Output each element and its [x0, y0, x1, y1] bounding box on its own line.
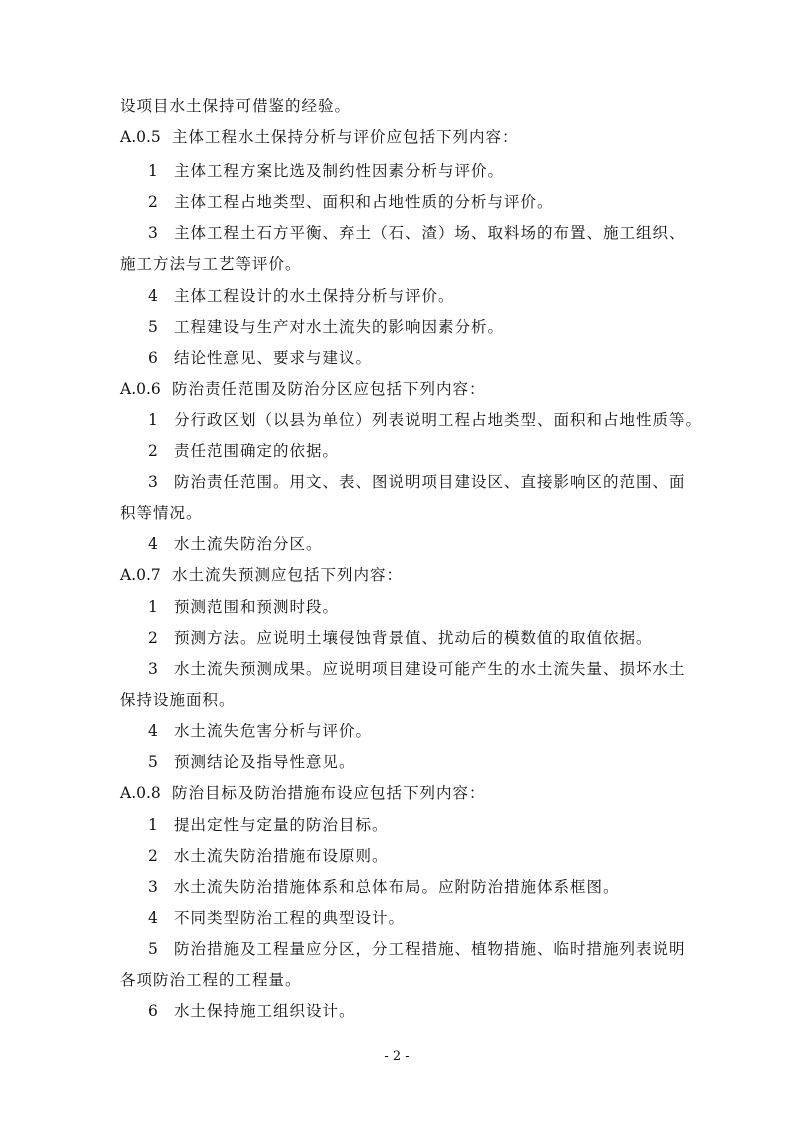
list-item: 6 水土保持施工组织设计。	[148, 1002, 356, 1020]
list-item: 3 主体工程土石方平衡、弃土（石、渣）场、取料场的布置、施工组织、	[148, 224, 686, 242]
list-item: 1 预测范围和预测时段。	[148, 598, 340, 616]
list-item-continuation: 各项防治工程的工程量。	[120, 971, 302, 989]
list-item: 3 防治责任范围。用文、表、图说明项目建设区、直接影响区的范围、面	[148, 473, 686, 491]
list-item: 5 工程建设与生产对水土流失的影响因素分析。	[148, 318, 505, 336]
list-item: 5 防治措施及工程量应分区，分工程措施、植物措施、临时措施列表说明	[148, 940, 686, 958]
list-item: 2 主体工程占地类型、面积和占地性质的分析与评价。	[148, 193, 554, 211]
section-heading-a08: A.0.8 防治目标及防治措施布设应包括下列内容：	[120, 784, 486, 802]
paragraph-line: 设项目水土保持可借鉴的经验。	[120, 97, 352, 115]
list-item: 6 结论性意见、要求与建议。	[148, 349, 373, 367]
list-item-continuation: 施工方法与工艺等评价。	[120, 255, 302, 273]
list-item: 3 水土流失防治措施体系和总体布局。应附防治措施体系框图。	[148, 878, 620, 896]
list-item: 3 水土流失预测成果。应说明项目建设可能产生的水土流失量、损坏水土	[148, 660, 686, 678]
section-heading-a06: A.0.6 防治责任范围及防治分区应包括下列内容：	[120, 380, 486, 398]
list-item: 4 水土流失防治分区。	[148, 535, 323, 553]
list-item: 4 不同类型防治工程的典型设计。	[148, 909, 406, 927]
list-item: 4 主体工程设计的水土保持分析与评价。	[148, 287, 455, 305]
section-heading-a05: A.0.5 主体工程水土保持分析与评价应包括下列内容：	[120, 128, 519, 146]
list-item: 1 提出定性与定量的防治目标。	[148, 816, 389, 834]
list-item: 2 水土流失防治措施布设原则。	[148, 847, 389, 865]
list-item: 2 预测方法。应说明土壤侵蚀背景值、扰动后的模数值的取值依据。	[148, 629, 653, 647]
list-item: 4 水土流失危害分析与评价。	[148, 722, 373, 740]
list-item: 1 主体工程方案比选及制约性因素分析与评价。	[148, 162, 505, 180]
page-number: - 2 -	[384, 1049, 410, 1064]
list-item: 1 分行政区划（以县为单位）列表说明工程占地类型、面积和占地性质等。	[148, 411, 703, 429]
list-item-continuation: 积等情况。	[120, 504, 203, 522]
section-heading-a07: A.0.7 水土流失预测应包括下列内容：	[120, 566, 404, 584]
list-item-continuation: 保持设施面积。	[120, 691, 236, 709]
list-item: 2 责任范围确定的依据。	[148, 442, 340, 460]
list-item: 5 预测结论及指导性意见。	[148, 753, 356, 771]
